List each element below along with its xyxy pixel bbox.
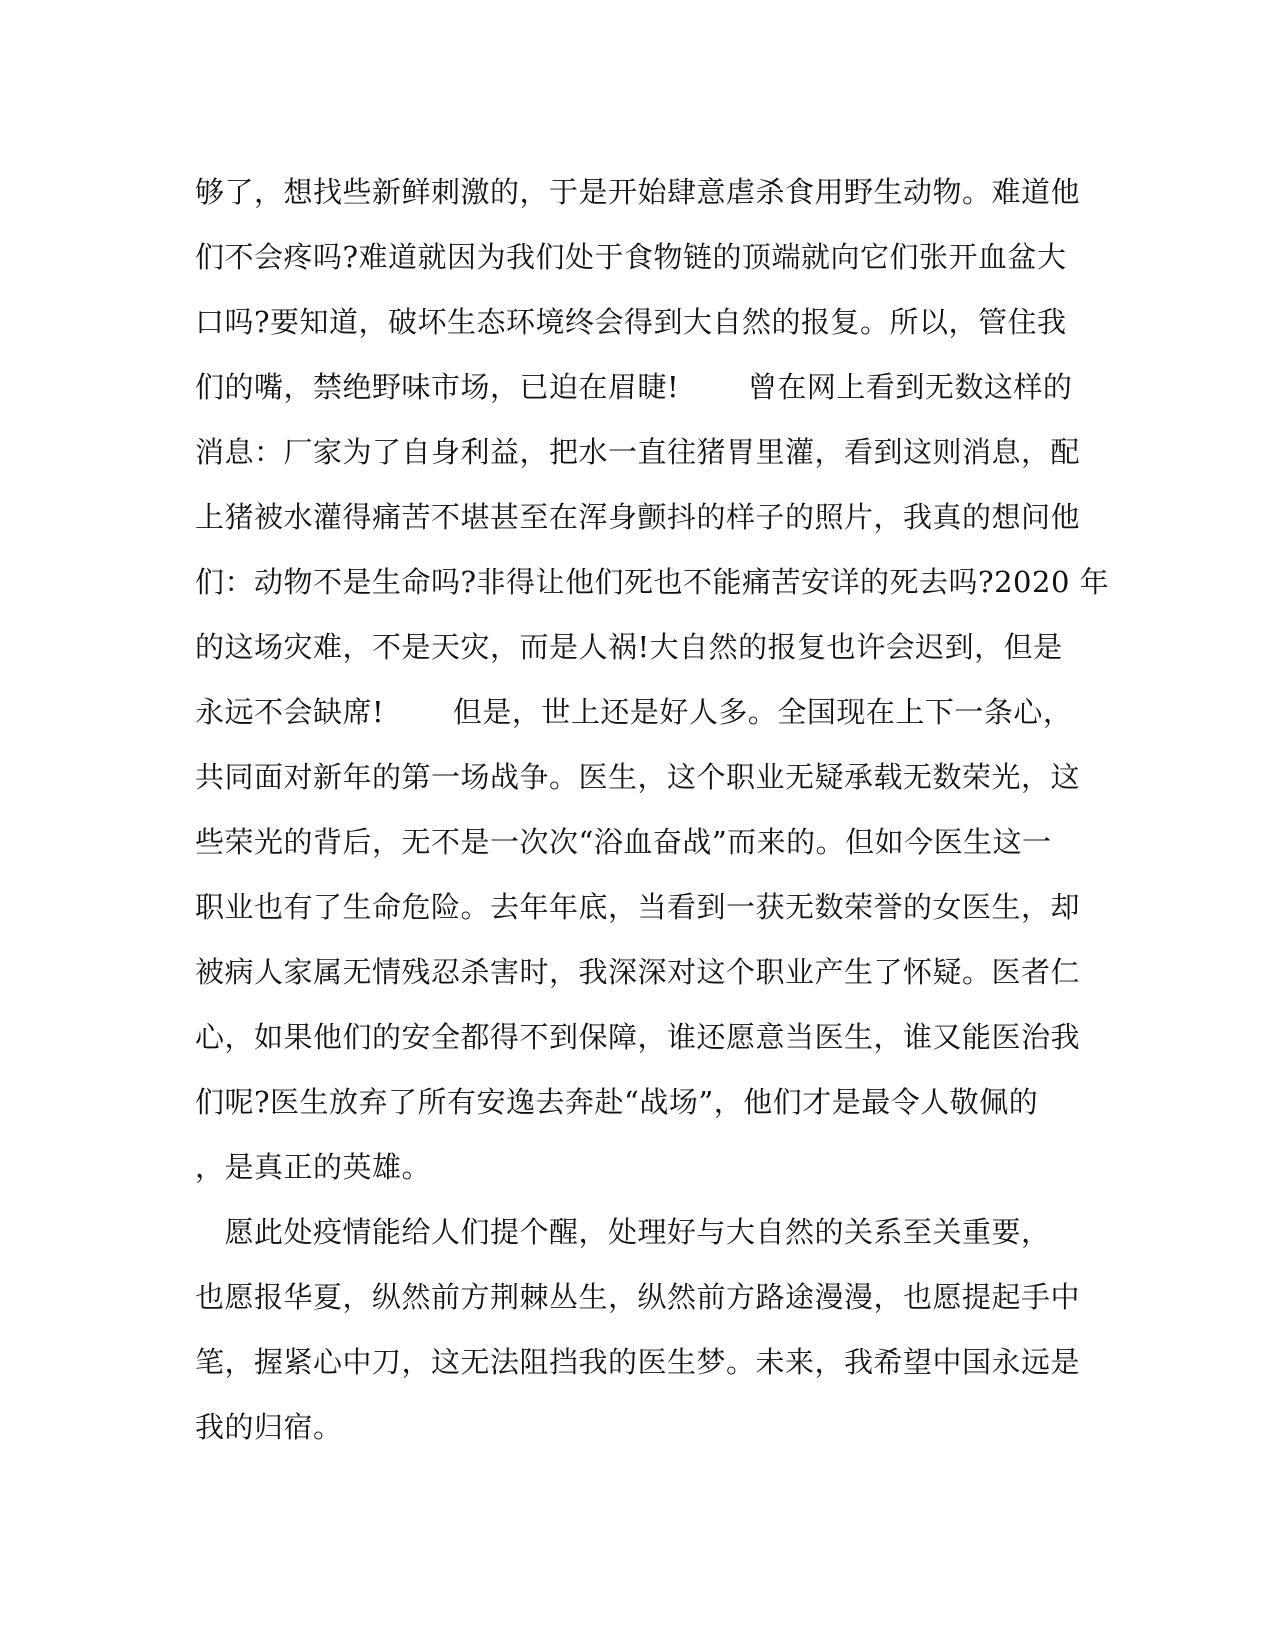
text-line: 被病人家属无情残忍杀害时，我深深对这个职业产生了怀疑。医者仁 [195,955,1081,989]
text-line: 职业也有了生命危险。去年年底，当看到一获无数荣誉的女医生，却 [195,890,1081,924]
text-line: 我的归宿。 [195,1410,343,1444]
text-line: 们：动物不是生命吗?非得让他们死也不能痛苦安详的死去吗?2020 年 [195,565,1110,599]
text-line: 够了，想找些新鲜刺激的，于是开始肆意虐杀食用野生动物。难道他 [195,175,1081,209]
text-line: 们呢?医生放弃了所有安逸去奔赴“战场”，他们才是最令人敬佩的 [195,1085,1039,1119]
text-line: 们不会疼吗?难道就因为我们处于食物链的顶端就向它们张开血盆大 [195,240,1067,274]
text-line: 们的嘴，禁绝野味市场，已迫在眉睫! 曾在网上看到无数这样的 [195,370,1073,404]
essay-body [195,160,1110,1460]
text-line: 口吗?要知道，破坏生态环境终会得到大自然的报复。所以，管住我 [195,305,1067,339]
text-line: 笔，握紧心中刀，这无法阻挡我的医生梦。未来，我希望中国永远是 [195,1345,1081,1379]
text-line: 消息：厂家为了自身利益，把水一直往猪胃里灌，看到这则消息，配 [195,435,1081,469]
text-line: 些荣光的背后，无不是一次次“浴血奋战”而来的。但如今医生这一 [195,825,1052,859]
text-line: 上猪被水灌得痛苦不堪甚至在浑身颤抖的样子的照片，我真的想问他 [195,500,1081,534]
text-line: 愿此处疫情能给人们提个醒，处理好与大自然的关系至关重要， [195,1215,1051,1249]
text-line: 的这场灾难，不是天灾，而是人祸!大自然的报复也许会迟到，但是 [195,630,1063,664]
text-line: 也愿报华夏，纵然前方荆棘丛生，纵然前方路途漫漫，也愿提起手中 [195,1280,1081,1314]
text-line: 共同面对新年的第一场战争。医生，这个职业无疑承载无数荣光，这 [195,760,1081,794]
text-line: ，是真正的英雄。 [195,1150,432,1184]
text-line: 永远不会缺席! 但是，世上还是好人多。全国现在上下一条心， [195,695,1073,729]
text-line: 心，如果他们的安全都得不到保障，谁还愿意当医生，谁又能医治我 [195,1020,1081,1054]
